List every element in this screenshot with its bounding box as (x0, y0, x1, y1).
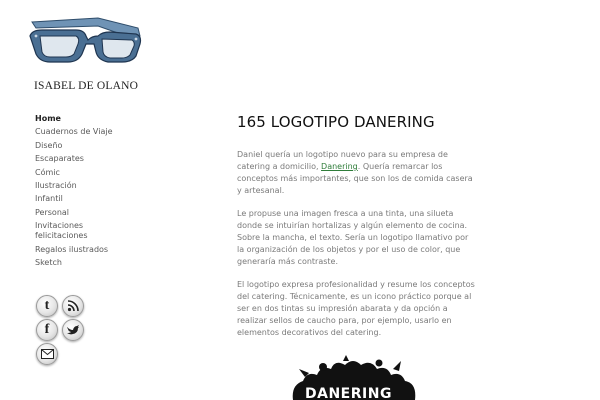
nav-item-comic[interactable]: Cómic (35, 167, 60, 177)
bird-icon (66, 324, 80, 336)
nav-item-sketch[interactable]: Sketch (35, 257, 62, 267)
rss-icon (67, 300, 79, 312)
nav-item-diseno[interactable]: Diseño (35, 140, 63, 150)
tumblr-button[interactable] (36, 295, 58, 317)
email-button[interactable] (36, 343, 58, 365)
glasses-icon (28, 14, 144, 64)
post-content (237, 149, 477, 350)
nav-item-infantil[interactable]: Infantil (35, 194, 63, 204)
danering-logo-text: DANERING (305, 386, 392, 400)
paragraph-1 (237, 149, 477, 197)
paragraph-2: Le propuse una imagen fresca a una tinta, una silueta donde se intuirían hortalizas y algún elemento de cocina. Sobre la mancha, el texto. Sería un logotipo llamativo por la organización de los objetos y por el uso de color, que generaría más contraste. (237, 209, 469, 266)
post-title: 165 LOGOTIPO DANERING (237, 113, 435, 131)
danering-link[interactable]: Danering (321, 162, 358, 171)
danering-logo-image (283, 355, 433, 400)
paragraph-1-text-start: Daniel quería un logotipo nuevo para su empresa de catering a domicilio, (237, 150, 448, 171)
paragraph-1-text-end: . Quería remarcar los conceptos más importantes, que son los de comida casera y artesanal. (237, 162, 473, 195)
nav-item-escaparates[interactable]: Escaparates (35, 154, 84, 164)
paragraph-3: El logotipo expresa profesionalidad y resume los conceptos del catering. Técnicamente, es un icono práctico porque al ser en dos tintas su impresión abarata y da opción a realizar sellos de caucho para, por ejemplo, usarlo en elementos decorativos del catering. (237, 280, 475, 337)
rss-button[interactable] (62, 295, 84, 317)
tumblr-icon: t (44, 298, 50, 313)
nav-item-home[interactable]: Home (35, 114, 61, 123)
nav-item-invitaciones-felicitaciones[interactable]: Invitaciones felicitaciones (35, 221, 88, 241)
facebook-button[interactable] (36, 319, 58, 341)
twitter-button[interactable] (62, 319, 84, 341)
site-title[interactable]: ISABEL DE OLANO (34, 80, 139, 92)
nav-item-regalos-ilustrados[interactable]: Regalos ilustrados (35, 244, 109, 254)
nav-item-cuadernos-de-viaje[interactable]: Cuadernos de Viaje (35, 127, 113, 137)
nav-item-personal[interactable]: Personal (35, 207, 70, 217)
nav-item-ilustracion[interactable]: Ilustración (35, 180, 77, 190)
facebook-icon: f (44, 322, 50, 337)
mail-icon (41, 349, 54, 359)
sidebar-nav (35, 114, 165, 271)
site-logo[interactable] (28, 14, 144, 64)
